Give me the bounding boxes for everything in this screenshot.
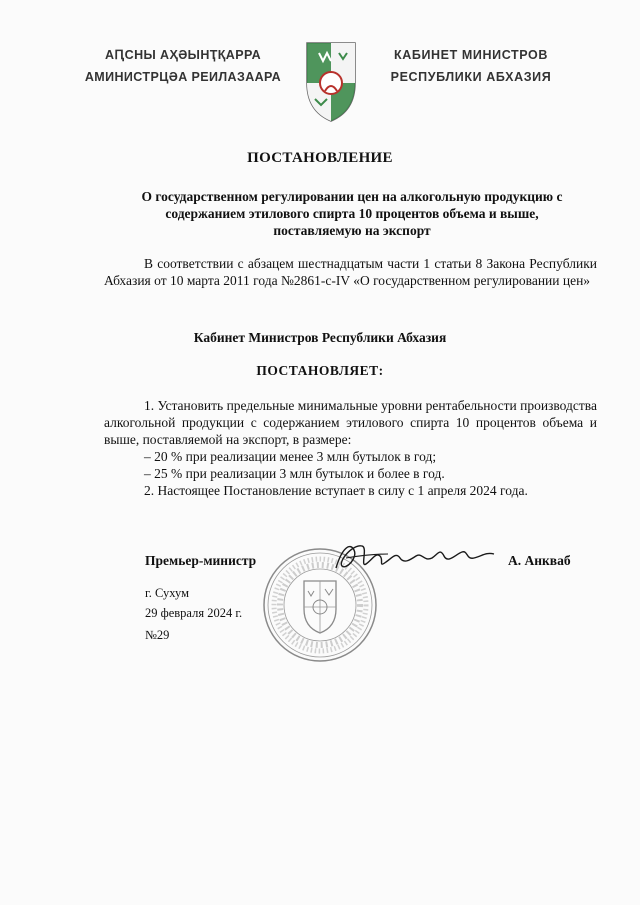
header-left-line2: АМИНИСТРЦӘА РЕИЛАЗААРА — [84, 70, 282, 84]
subject-line3: поставляемую на экспорт — [273, 223, 431, 238]
decree-item-1: 1. Установить предельные минимальные уровни рентабельности производства алкогольной продукции с содержанием этилового спирта 10 процентов объема и выше, поставляемой на экспорт, в размере: — [104, 398, 597, 447]
decree-dash-2: – 25 % при реализации 3 млн бутылок и более в год. — [144, 466, 445, 481]
issue-place: г. Сухум — [145, 586, 190, 600]
header-right-line2: РЕСПУБЛИКИ АБХАЗИЯ — [390, 70, 552, 84]
subject-line2: содержанием этилового спирта 10 процентов объема и выше, — [165, 206, 539, 221]
decree-item-2: 2. Настоящее Постановление вступает в силу с 1 апреля 2024 года. — [144, 483, 528, 498]
issue-date: 29 февраля 2024 г. — [145, 606, 243, 620]
signatory-position: Премьер-министр — [145, 553, 257, 568]
header-right-line1: КАБИНЕТ МИНИСТРОВ — [394, 48, 548, 62]
subject-line1: О государственном регулировании цен на алкогольную продукцию с — [141, 189, 563, 204]
signature-icon — [332, 538, 498, 578]
decree-body — [104, 397, 597, 499]
decrees-heading: ПОСТАНОВЛЯЕТ: — [256, 363, 384, 378]
document-number: №29 — [145, 628, 170, 642]
preamble-paragraph: В соответствии с абзацем шестнадцатым части 1 статьи 8 Закона Республики Абхазия от 10 марта 2011 года №2861-с-IV «О государственном регулировании цен» — [104, 256, 597, 288]
header-left — [78, 44, 288, 88]
signatory-name: А. Анкваб — [508, 553, 571, 568]
document-subject — [104, 188, 600, 239]
header-right — [366, 44, 576, 88]
decree-dash-1: – 20 % при реализации менее 3 млн бутылок в год; — [144, 449, 437, 464]
issuing-body: Кабинет Министров Республики Абхазия — [193, 330, 447, 345]
header-left-line1: АԤСНЫ АҲӘЫНҬҚАРРА — [104, 48, 262, 62]
coat-of-arms-icon — [303, 39, 359, 123]
document-title: ПОСТАНОВЛЕНИЕ — [247, 150, 393, 166]
